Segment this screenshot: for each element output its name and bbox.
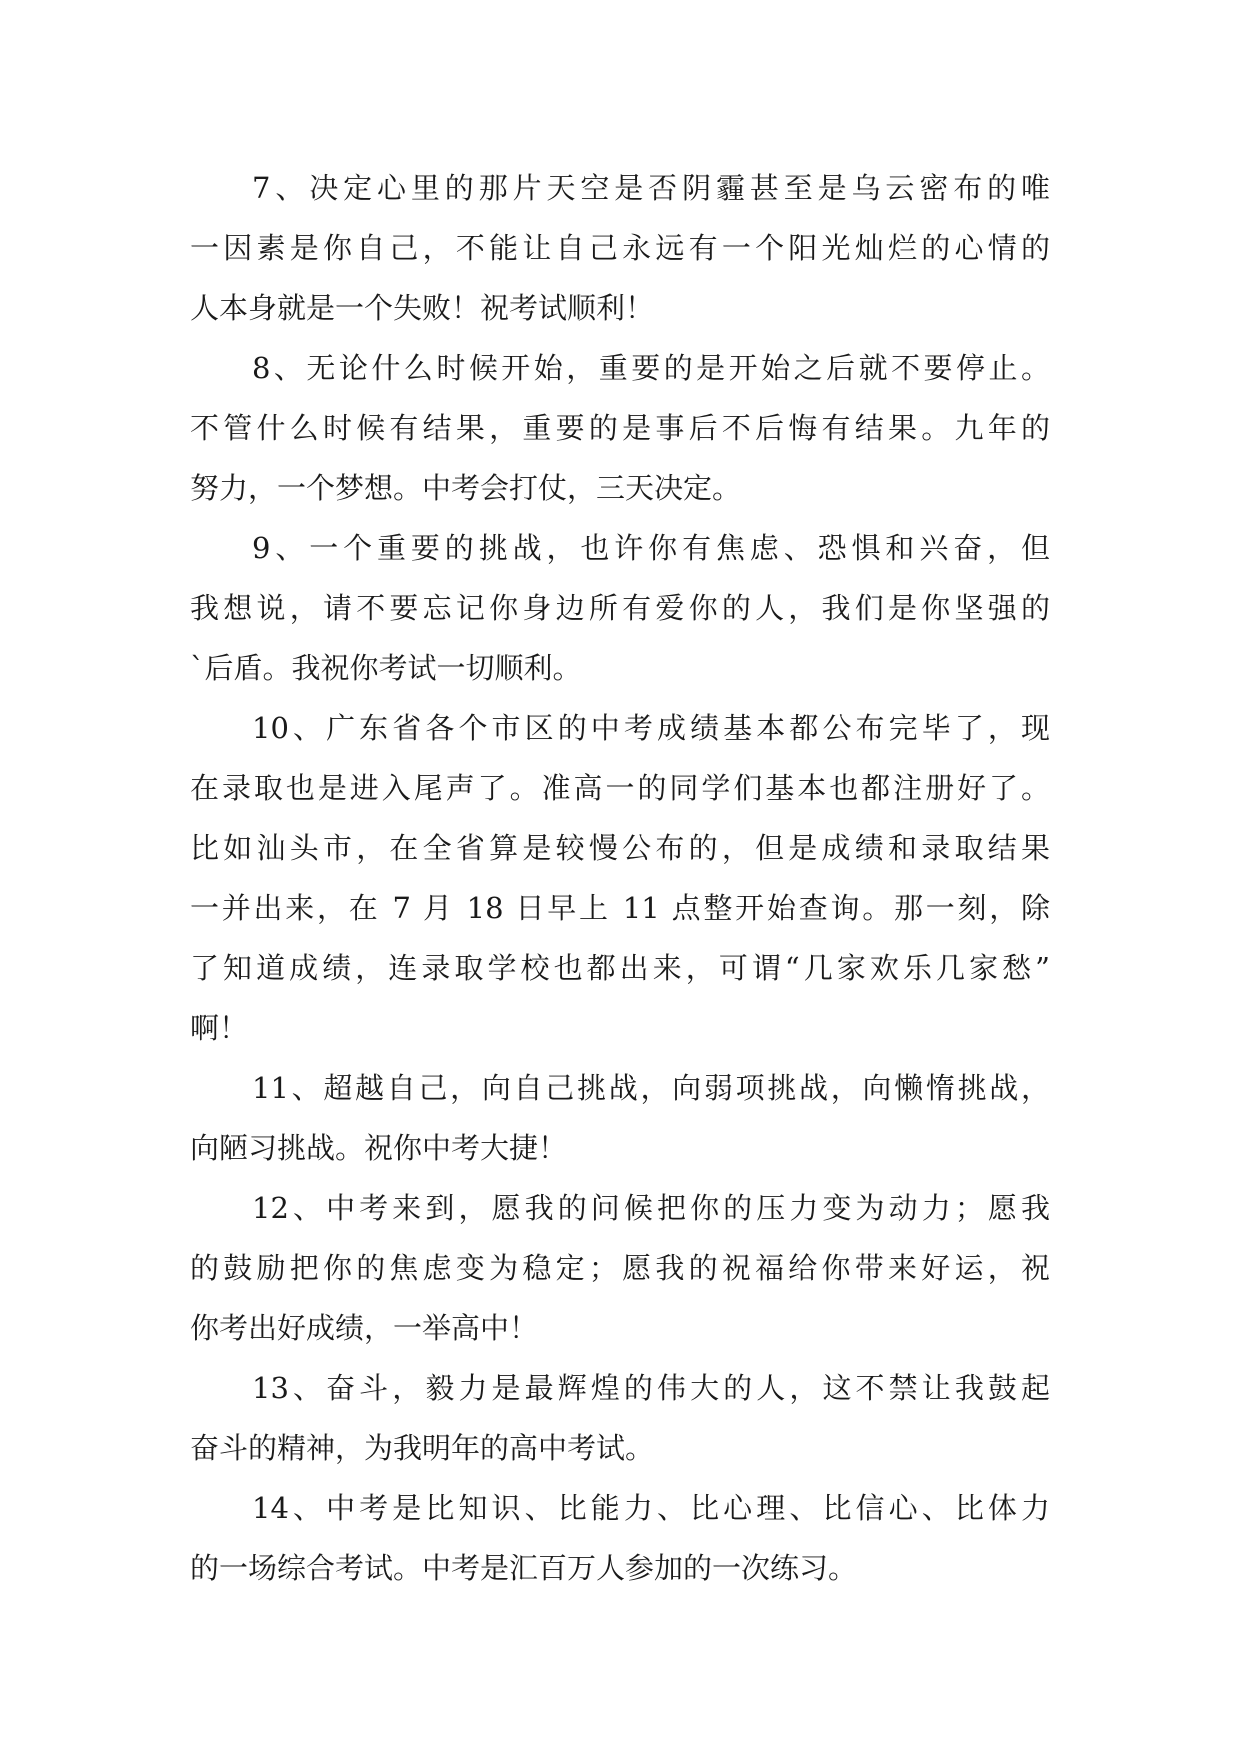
paragraph-line: 的一场综合考试。中考是汇百万人参加的一次练习。 xyxy=(190,1551,858,1585)
paragraph-line: 我想说，请不要忘记你身边所有爱你的人，我们是你坚强的 xyxy=(190,591,1050,625)
paragraph-line: 你考出好成绩，一举高中！ xyxy=(190,1311,539,1345)
paragraph-11 xyxy=(190,1058,1050,1178)
document-body xyxy=(190,158,1050,1598)
paragraph-line: 一并出来，在 7 月 18 日早上 11 点整开始查询。那一刻，除 xyxy=(190,891,1050,925)
paragraph-line: 11、超越自己，向自己挑战，向弱项挑战，向懒惰挑战， xyxy=(252,1071,1050,1105)
paragraph-line: 12、中考来到，愿我的问候把你的压力变为动力；愿我 xyxy=(252,1191,1050,1225)
paragraph-line: 10、广东省各个市区的中考成绩基本都公布完毕了，现 xyxy=(252,711,1050,745)
paragraph-13 xyxy=(190,1358,1050,1478)
paragraph-line: 奋斗的精神，为我明年的高中考试。 xyxy=(190,1431,655,1465)
paragraph-line: 比如汕头市，在全省算是较慢公布的，但是成绩和录取结果 xyxy=(190,831,1050,865)
paragraph-line: 一因素是你自己，不能让自己永远有一个阳光灿烂的心情的 xyxy=(190,231,1050,265)
paragraph-line: 向陋习挑战。祝你中考大捷！ xyxy=(190,1131,568,1165)
paragraph-line: 在录取也是进入尾声了。准高一的同学们基本也都注册好了。 xyxy=(190,771,1050,805)
paragraph-line: 努力，一个梦想。中考会打仗，三天决定。 xyxy=(190,471,742,505)
paragraph-10 xyxy=(190,698,1050,1058)
paragraph-9 xyxy=(190,518,1050,698)
paragraph-line: 7、决定心里的那片天空是否阴霾甚至是乌云密布的唯 xyxy=(252,171,1050,205)
paragraph-line: 人本身就是一个失败！祝考试顺利！ xyxy=(190,291,655,325)
paragraph-line: 啊！ xyxy=(190,1011,249,1045)
paragraph-line: 的鼓励把你的焦虑变为稳定；愿我的祝福给你带来好运，祝 xyxy=(190,1251,1050,1285)
paragraph-7 xyxy=(190,158,1050,338)
paragraph-line: `后盾。我祝你考试一切顺利。 xyxy=(190,651,582,685)
paragraph-8 xyxy=(190,338,1050,518)
paragraph-line: 不管什么时候有结果，重要的是事后不后悔有结果。九年的 xyxy=(190,411,1050,445)
paragraph-line: 8、无论什么时候开始，重要的是开始之后就不要停止。 xyxy=(252,351,1050,385)
paragraph-line: 9、一个重要的挑战，也许你有焦虑、恐惧和兴奋，但 xyxy=(252,531,1050,565)
paragraph-12 xyxy=(190,1178,1050,1358)
paragraph-line: 13、奋斗，毅力是最辉煌的伟大的人，这不禁让我鼓起 xyxy=(252,1371,1050,1405)
paragraph-line: 14、中考是比知识、比能力、比心理、比信心、比体力 xyxy=(252,1491,1050,1525)
paragraph-line: 了知道成绩，连录取学校也都出来，可谓“几家欢乐几家愁” xyxy=(190,951,1050,985)
paragraph-14 xyxy=(190,1478,1050,1598)
